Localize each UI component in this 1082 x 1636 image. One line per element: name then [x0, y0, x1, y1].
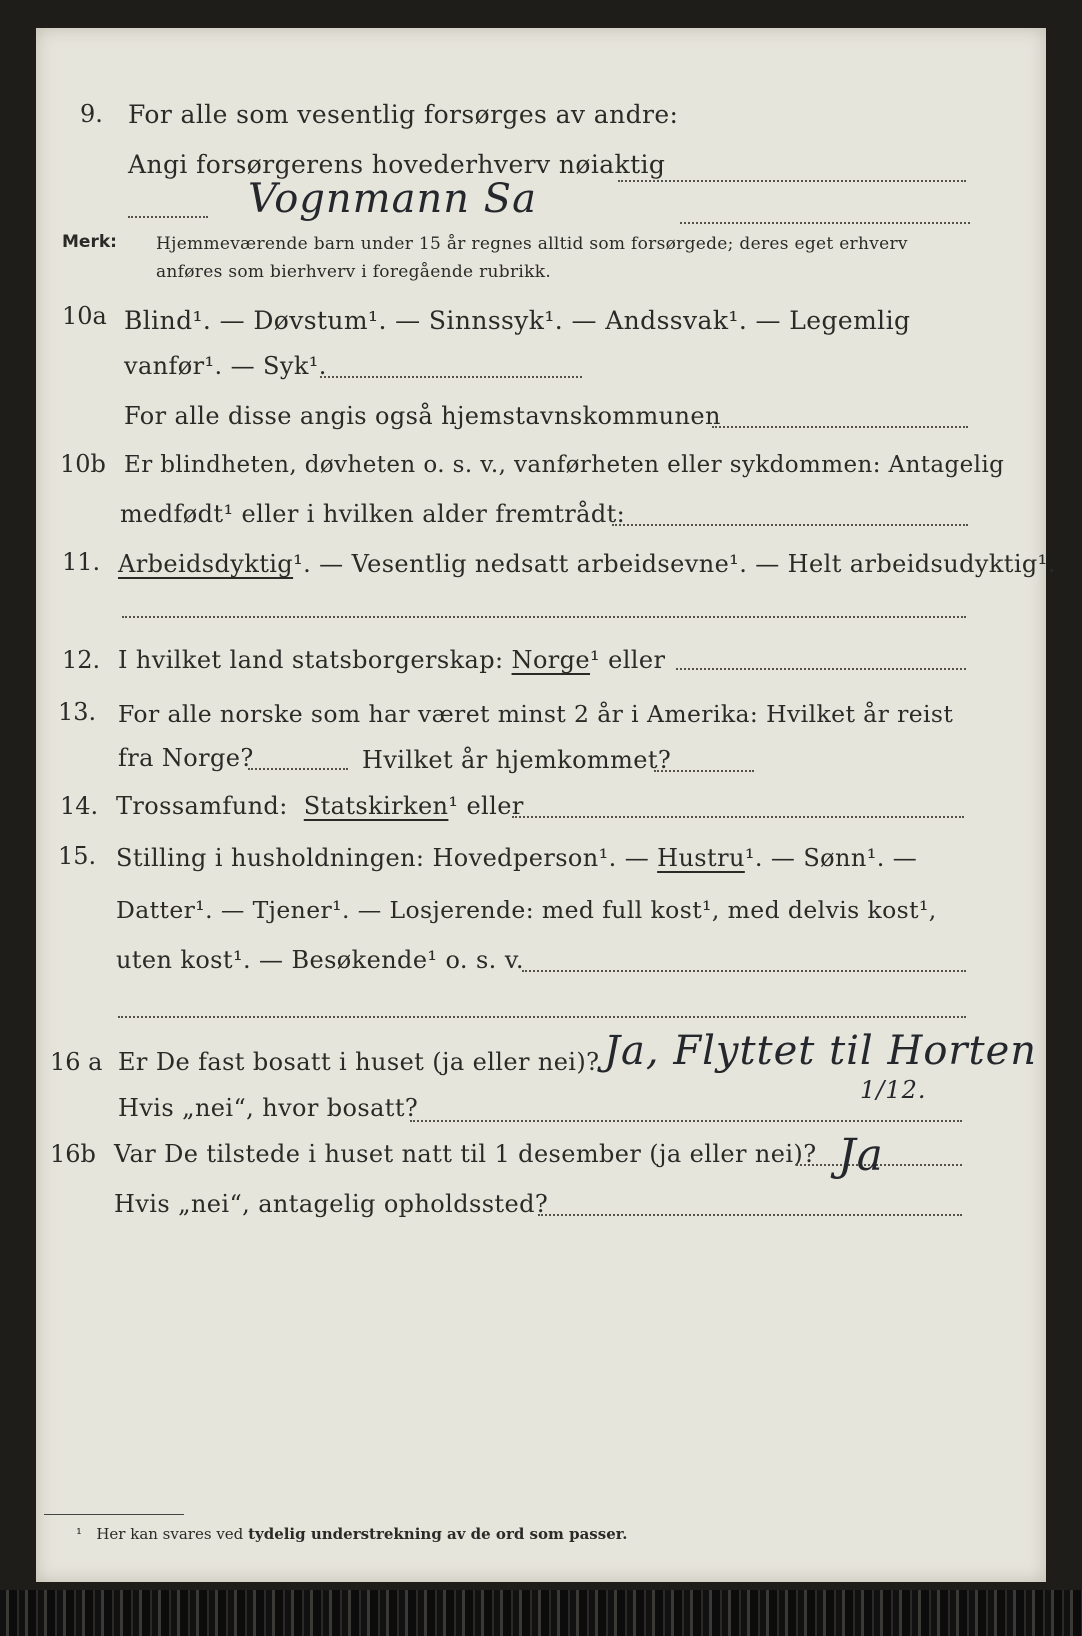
q15-fill-line-2: [118, 1016, 966, 1018]
q14-pre: Trossamfund:: [116, 792, 288, 820]
q14-underlined-option: Statskirken: [303, 792, 449, 820]
q10b-line2: medfødt¹ eller i hvilken alder fremtrådt:: [120, 500, 626, 528]
q16a-fill-line: [410, 1120, 962, 1122]
q16a-handwritten-date: 1/12.: [860, 1076, 927, 1104]
q13-number: 13.: [58, 698, 97, 726]
q10a-number: 10a: [62, 302, 107, 330]
q16b-fill-line-2: [538, 1214, 962, 1216]
merk-line2: anføres som bierhverv i foregående rubrikk.: [156, 262, 552, 282]
q12-line: [118, 646, 665, 674]
q14-line: [116, 792, 524, 820]
q9-line1: For alle som vesentlig forsørges av andre:: [128, 100, 679, 129]
q15-line1: [116, 844, 917, 872]
q15-fill-line-1: [522, 970, 966, 972]
q12-pre: I hvilket land statsborgerskap:: [118, 646, 504, 674]
footnote-plain-text: Her kan svares ved: [96, 1525, 244, 1543]
q10a-line1: Blind¹. — Døvstum¹. — Sinnssyk¹. — Andssvak¹. — Legemlig: [124, 306, 911, 335]
q11-fill-line: [122, 616, 966, 618]
q12-underlined-option: Norge: [511, 646, 591, 674]
q10a-fill-line-2: [712, 426, 968, 428]
q15-line1-pre: Stilling i husholdningen: Hovedperson¹. —: [116, 844, 650, 872]
q10a-fill-line-1: [320, 376, 582, 378]
q15-number: 15.: [58, 842, 97, 870]
q10b-line1: Er blindheten, døvheten o. s. v., vanførheten eller sykdommen: Antagelig: [124, 452, 1005, 478]
q11-underlined-option: Arbeidsdyktig: [118, 550, 294, 578]
q10a-line3: For alle disse angis også hjemstavnskommunen: [124, 402, 721, 430]
q10a-line2: vanfør¹. — Syk¹.: [124, 352, 327, 380]
film-edge-strip: [0, 1590, 1082, 1636]
q11-rest: ¹. — Vesentlig nedsatt arbeidsevne¹. — Helt arbeidsudyktig¹.: [293, 550, 1056, 578]
q10b-number: 10b: [60, 450, 106, 478]
q13-fill-line-1: [248, 768, 348, 770]
q9-fill-line-1: [618, 180, 966, 182]
q14-fill-line: [512, 816, 964, 818]
q9-line2: Angi forsørgerens hovederhverv nøiaktig: [128, 150, 666, 179]
q13-line2b: Hvilket år hjemkommet?: [362, 746, 672, 774]
q15-line1-post: ¹. — Sønn¹. —: [744, 844, 918, 872]
q14-post: ¹ eller: [448, 792, 524, 820]
q14-number: 14.: [60, 792, 99, 820]
merk-label: Merk:: [62, 232, 117, 252]
q15-underlined-option: Hustru: [657, 844, 745, 872]
q12-number: 12.: [62, 646, 101, 674]
q13-line1: For alle norske som har været minst 2 år i Amerika: Hvilket år reist: [118, 700, 954, 728]
q16b-handwritten-answer: Ja: [838, 1130, 884, 1181]
footnote: [76, 1525, 628, 1543]
footnote-marker: ¹: [76, 1525, 83, 1543]
q15-line2: Datter¹. — Tjener¹. — Losjerende: med full kost¹, med delvis kost¹,: [116, 896, 937, 924]
footnote-bold-text: tydelig understrekning av de ord som passer.: [248, 1525, 628, 1543]
q15-line3: uten kost¹. — Besøkende¹ o. s. v.: [116, 946, 524, 974]
q12-fill-line: [676, 668, 966, 670]
q9-number: 9.: [80, 100, 103, 128]
q9-fill-line-2a: [128, 216, 208, 218]
q13-line2a: fra Norge?: [118, 744, 254, 772]
q16a-handwritten-answer: Ja, Flyttet til Horten: [604, 1028, 1038, 1074]
q16a-line2: Hvis „nei“, hvor bosatt?: [118, 1094, 419, 1122]
q11-number: 11.: [62, 548, 101, 576]
q16b-line1: Var De tilstede i huset natt til 1 desember (ja eller nei)?: [114, 1140, 817, 1168]
q9-fill-line-2b: [680, 222, 970, 224]
q16b-number: 16b: [50, 1140, 96, 1168]
q16b-line2: Hvis „nei“, antagelig opholdssted?: [114, 1190, 549, 1218]
q12-post: ¹ eller: [590, 646, 666, 674]
q10b-fill-line: [612, 524, 968, 526]
q13-fill-line-2: [654, 770, 754, 772]
merk-line1: Hjemmeværende barn under 15 år regnes alltid som forsørgede; deres eget erhverv: [156, 234, 908, 254]
q16a-number: 16 a: [50, 1048, 103, 1076]
q9-handwritten-answer: Vognmann Sa: [248, 176, 537, 222]
q16a-line1: Er De fast bosatt i huset (ja eller nei)?: [118, 1048, 600, 1076]
footnote-rule: [44, 1514, 184, 1515]
q11-line: [118, 550, 1056, 578]
